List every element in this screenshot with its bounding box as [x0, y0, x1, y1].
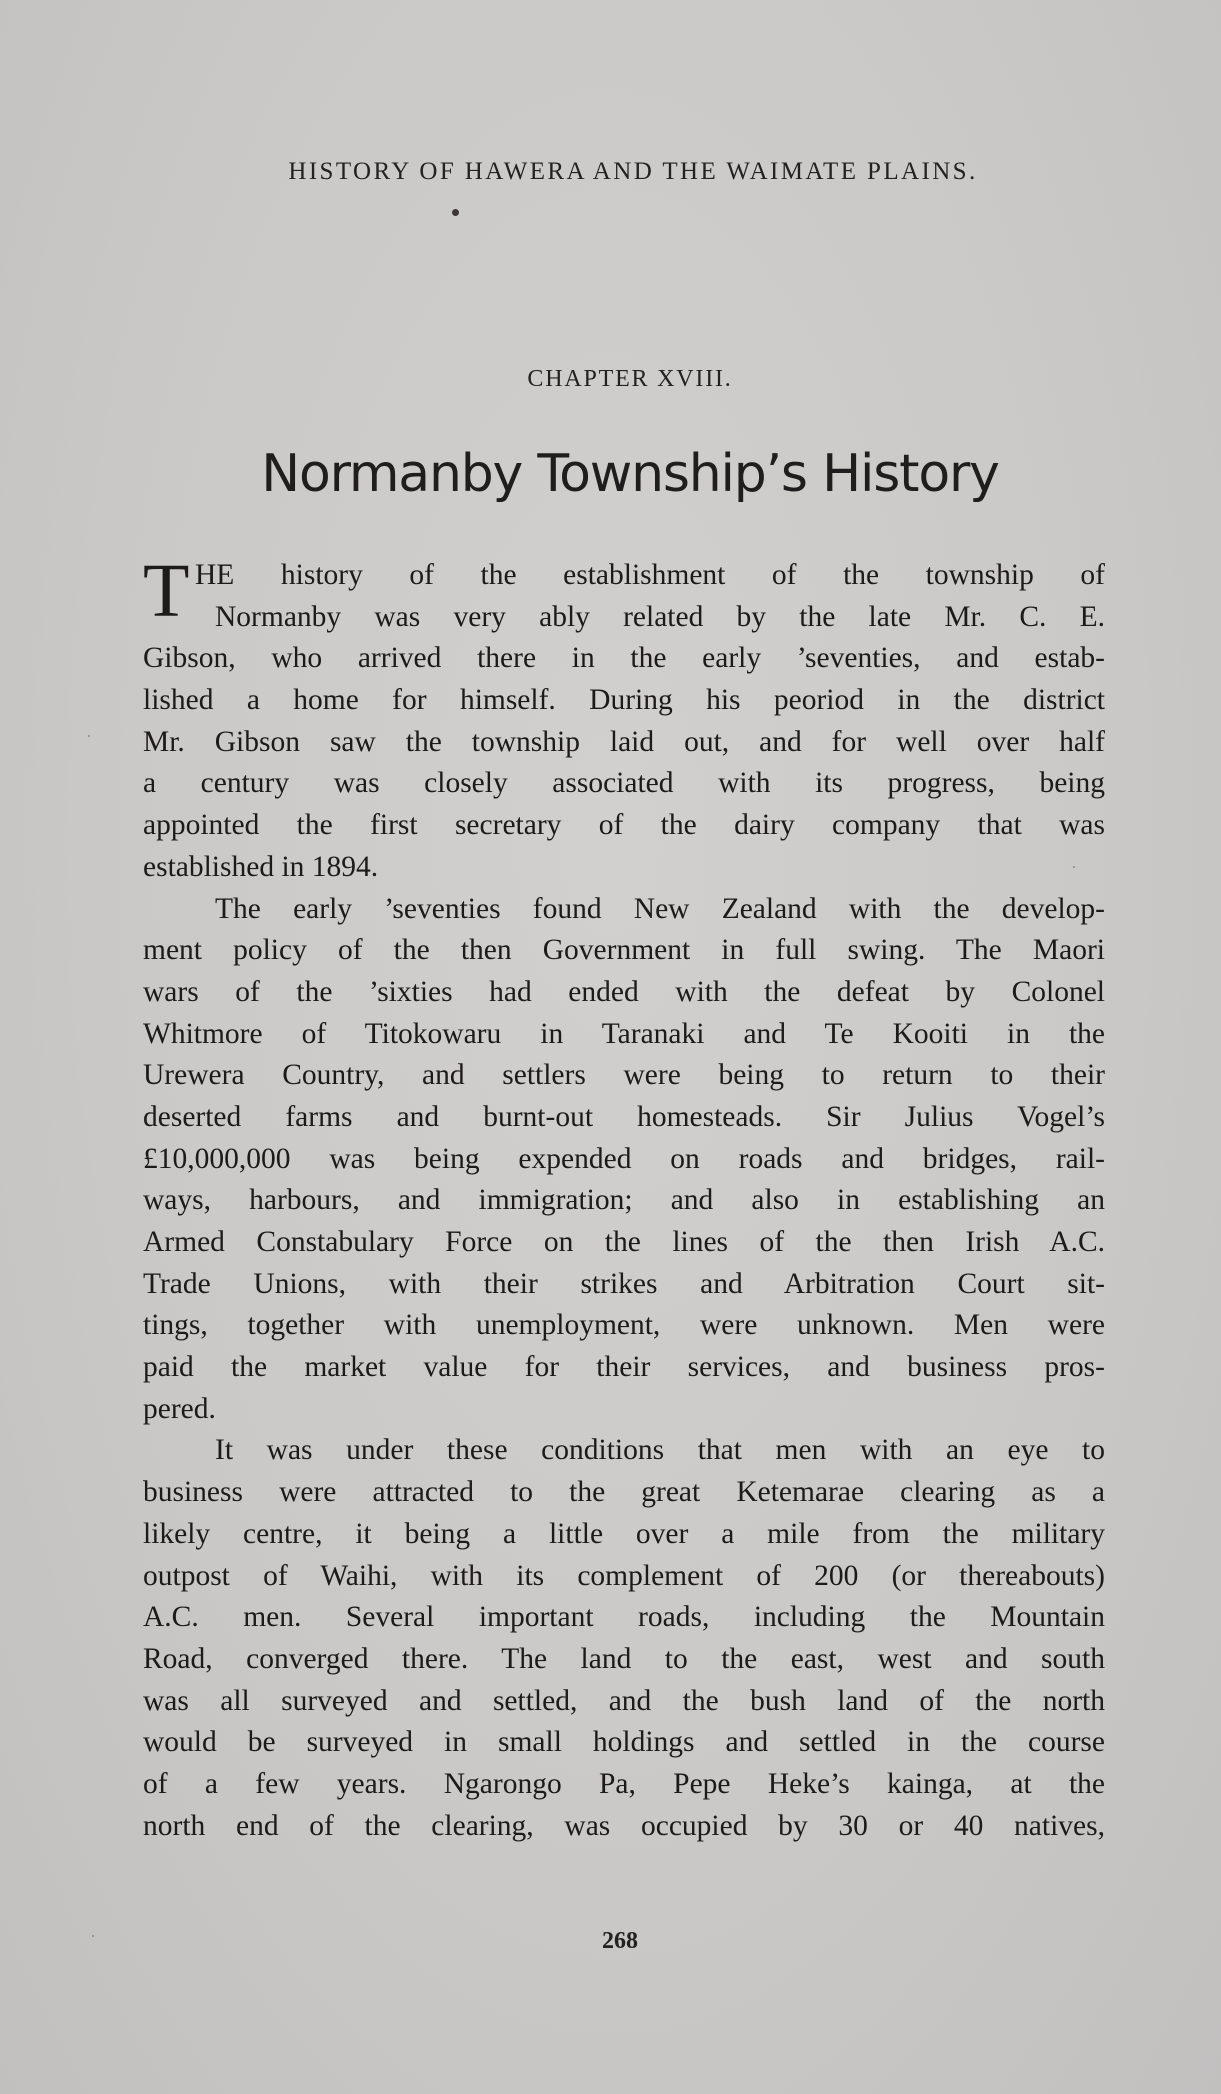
- text-line: deserted farms and burnt-out homesteads. Sir Julius Vogel’s: [143, 1100, 1105, 1133]
- text-line: outpost of Waihi, with its complement of 200 (or thereabouts): [143, 1559, 1105, 1592]
- text-line: Gibson, who arrived there in the early ’seventies, and estab-: [143, 642, 1105, 675]
- text-line: Normanby was very ably related by the late Mr. C. E.: [215, 600, 1105, 633]
- paper-speck: [92, 1935, 94, 1937]
- text-line: ways, harbours, and immigration; and also in establishing an: [143, 1184, 1105, 1217]
- text-line: tings, together with unemployment, were unknown. Men were: [143, 1309, 1105, 1342]
- text-line: wars of the ’sixties had ended with the defeat by Colonel: [143, 975, 1105, 1008]
- page-number: 268: [602, 1928, 638, 1954]
- text-line: appointed the first secretary of the dairy company that was: [143, 809, 1105, 842]
- text-line: Urewera Country, and settlers were being to return to their: [143, 1059, 1105, 1092]
- text-line-content: HE history of the establishment of the township of: [195, 559, 1105, 591]
- text-line: The early ’seventies found New Zealand with the develop-: [215, 892, 1105, 925]
- text-line: Mr. Gibson saw the township laid out, and for well over half: [143, 725, 1105, 758]
- page-title: Normanby Township’s History: [261, 444, 999, 504]
- text-line: established in 1894.: [143, 850, 379, 883]
- text-line: Road, converged there. The land to the east, west and south: [143, 1642, 1105, 1675]
- text-line: lished a home for himself. During his peoriod in the district: [143, 684, 1105, 717]
- running-head: HISTORY OF HAWERA AND THE WAIMATE PLAINS.: [288, 158, 978, 185]
- text-line: Whitmore of Titokowaru in Taranaki and Te Kooiti in the: [143, 1017, 1105, 1050]
- text-line: A.C. men. Several important roads, including the Mountain: [143, 1601, 1105, 1634]
- text-line: a century was closely associated with its progress, being: [143, 767, 1105, 800]
- text-line: would be surveyed in small holdings and settled in the course: [143, 1726, 1105, 1759]
- text-line: ment policy of the then Government in full swing. The Maori: [143, 934, 1105, 967]
- text-line: paid the market value for their services, and business pros-: [143, 1351, 1105, 1384]
- text-line: north end of the clearing, was occupied by 30 or 40 natives,: [143, 1809, 1105, 1842]
- text-line: was all surveyed and settled, and the bush land of the north: [143, 1684, 1105, 1717]
- paper-speck: [1073, 866, 1075, 868]
- body-text: [143, 549, 1105, 1847]
- text-line: likely centre, it being a little over a mile from the military: [143, 1517, 1105, 1550]
- text-line: Armed Constabulary Force on the lines of the then Irish A.C.: [143, 1226, 1105, 1258]
- ornament-dot: [452, 209, 459, 216]
- text-line: It was under these conditions that men with an eye to: [215, 1434, 1105, 1467]
- chapter-heading: CHAPTER XVIII.: [527, 366, 733, 392]
- drop-cap: T: [143, 549, 190, 633]
- text-line: £10,000,000 was being expended on roads and bridges, rail-: [143, 1142, 1105, 1175]
- text-line: business were attracted to the great Ketemarae clearing as a: [143, 1476, 1105, 1509]
- text-line: Trade Unions, with their strikes and Arbitration Court sit-: [143, 1267, 1105, 1300]
- paper-speck: [88, 735, 90, 737]
- text-line: of a few years. Ngarongo Pa, Pepe Heke’s kainga, at the: [143, 1767, 1105, 1800]
- text-line: pered.: [143, 1392, 216, 1425]
